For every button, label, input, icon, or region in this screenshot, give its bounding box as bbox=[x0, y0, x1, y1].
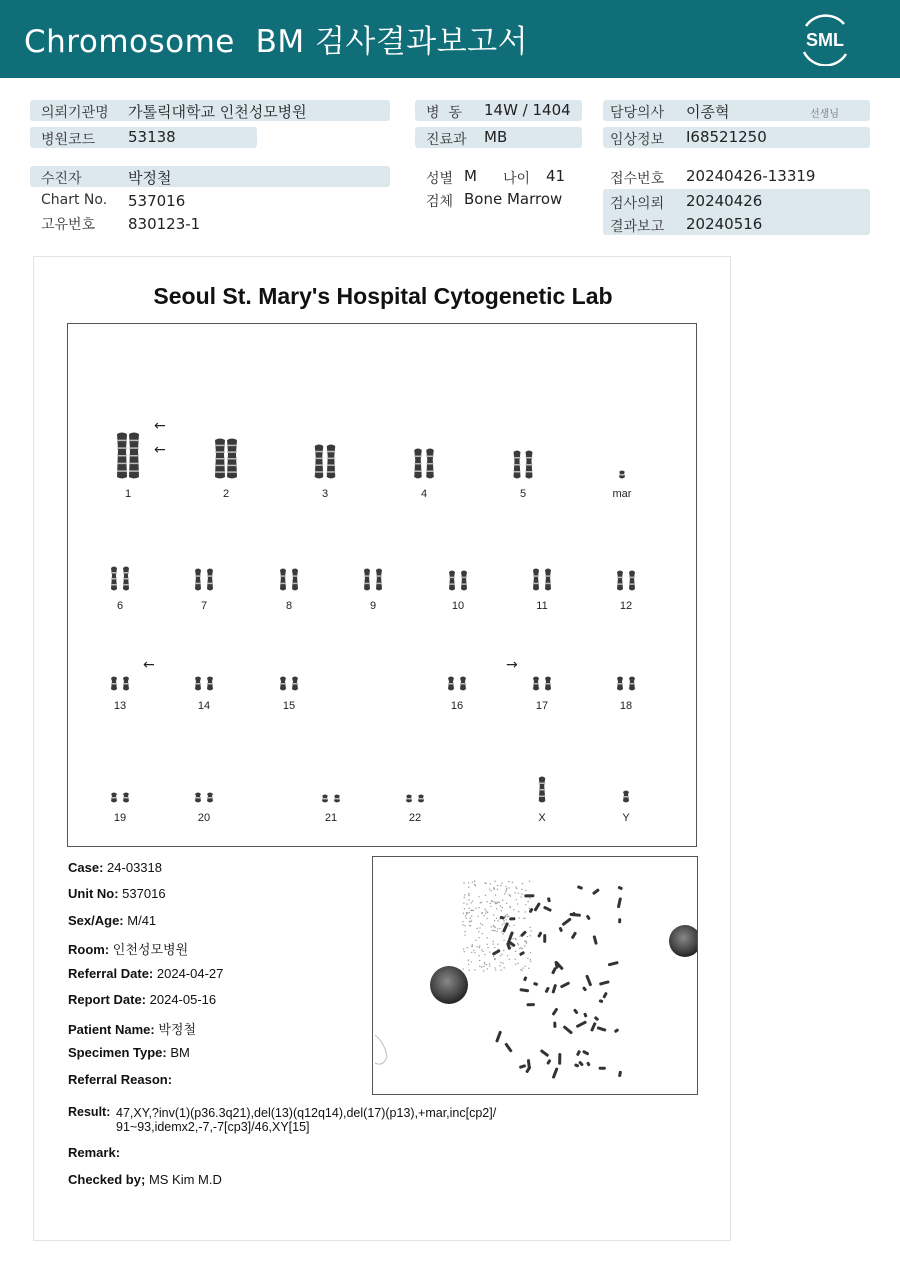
doctor-label: 담당의사 bbox=[610, 105, 665, 121]
metaphase-chromosome bbox=[597, 1026, 607, 1032]
metaphase-chromosome bbox=[553, 1022, 556, 1028]
metaphase-chromosome bbox=[558, 1053, 561, 1065]
metaphase-chromosome bbox=[519, 951, 525, 956]
metaphase-chromosome bbox=[602, 992, 608, 999]
arrow-left-icon: ← bbox=[154, 442, 166, 458]
metaphase-chromosome bbox=[523, 976, 528, 981]
chromosome bbox=[533, 569, 539, 591]
unit-value: 537016 bbox=[122, 886, 166, 901]
chromosome-label-19: 19 bbox=[113, 812, 127, 824]
chromosome-pair-Y bbox=[609, 746, 643, 806]
chromosome-label-9: 9 bbox=[369, 600, 377, 612]
chromosome-label-Y: Y bbox=[622, 812, 630, 824]
metaphase-chromosome bbox=[540, 1049, 550, 1057]
page-title: Chromosome BM 검사결과보고서 bbox=[24, 24, 529, 60]
metaphase-chromosome bbox=[537, 931, 543, 938]
request-value: 20240426 bbox=[686, 192, 763, 210]
chromosome-pair-21 bbox=[314, 746, 348, 806]
request-label: 검사의뢰 bbox=[610, 196, 665, 212]
referral-date-value: 2024-04-27 bbox=[156, 966, 224, 981]
institution-label: 의뢰기관명 bbox=[41, 105, 109, 121]
chromosome-label-18: 18 bbox=[619, 700, 633, 712]
metaphase-chromosome bbox=[502, 922, 509, 933]
unique-value: 830123-1 bbox=[128, 215, 201, 233]
sex-label: 성별 bbox=[426, 171, 454, 187]
metaphase-chromosome bbox=[545, 987, 550, 994]
result-line-1: 47,XY,?inv(1)(p36.3q21),del(13)(q12q14),del(17)(p13),+mar,inc[cp2]/ bbox=[116, 1106, 497, 1120]
chromosome bbox=[315, 445, 324, 479]
unique-label: 고유번호 bbox=[41, 217, 96, 233]
report-date-label: 결과보고 bbox=[610, 219, 665, 235]
metaphase-chromosome bbox=[574, 1063, 580, 1068]
chromosome-pair-19 bbox=[103, 746, 137, 806]
ward-value: 14W / 1404 bbox=[484, 101, 571, 119]
chart-value: 537016 bbox=[128, 192, 186, 210]
metaphase-chromosome bbox=[552, 1067, 559, 1079]
hospital-code-label: 병원코드 bbox=[41, 132, 96, 148]
metaphase-chromosome bbox=[533, 902, 541, 912]
chromosome-pair-14 bbox=[187, 634, 221, 694]
metaphase-chromosome bbox=[592, 888, 600, 895]
referral-reason-line: Referral Reason: bbox=[68, 1072, 173, 1087]
chromosome bbox=[376, 569, 382, 591]
arrow-right-icon: → bbox=[506, 657, 518, 673]
clinical-value: I68521250 bbox=[686, 128, 767, 146]
band-patient bbox=[30, 166, 390, 187]
metaphase-chromosome bbox=[594, 1016, 600, 1021]
metaphase-chromosome bbox=[519, 1064, 526, 1069]
chromosome-pair-5 bbox=[506, 422, 540, 482]
unit-line: Unit No: 537016 bbox=[68, 886, 166, 901]
dept-label: 진료과 bbox=[426, 132, 467, 148]
room-line: Room: 인천성모병원 bbox=[68, 942, 189, 957]
chromosome-label-12: 12 bbox=[619, 600, 633, 612]
chromosome bbox=[280, 569, 286, 591]
chromosome-label-3: 3 bbox=[321, 488, 329, 500]
specimen-label: 검체 bbox=[426, 194, 454, 210]
checked-value: MS Kim M.D bbox=[148, 1172, 222, 1187]
metaphase-chromosome bbox=[571, 931, 577, 939]
metaphase-chromosome bbox=[543, 934, 546, 943]
metaphase-chromosome bbox=[492, 949, 501, 956]
metaphase-chromosome bbox=[583, 1012, 587, 1017]
chart-label: Chart No. bbox=[41, 192, 108, 208]
cytogenetic-report bbox=[33, 256, 731, 1241]
report-date-info: 2024-05-16 bbox=[149, 992, 217, 1007]
metaphase-chromosome bbox=[617, 886, 623, 891]
checked-line: Checked by; MS Kim M.D bbox=[68, 1172, 222, 1187]
chromosome bbox=[449, 571, 455, 591]
receipt-label: 접수번호 bbox=[610, 171, 665, 187]
metaphase-chromosome bbox=[614, 1028, 620, 1033]
age-label: 나이 bbox=[503, 171, 531, 187]
chromosome-pair-X bbox=[525, 746, 559, 806]
metaphase-chromosome bbox=[590, 1022, 597, 1032]
chromosome-label-6: 6 bbox=[116, 600, 124, 612]
chromosome-pair-17 bbox=[525, 634, 559, 694]
metaphase-chromosome bbox=[558, 927, 563, 933]
chromosome-pair-3 bbox=[308, 422, 342, 482]
case-value: 24-03318 bbox=[107, 860, 162, 875]
chromosome bbox=[207, 569, 213, 591]
metaphase-chromosome bbox=[599, 980, 610, 986]
report-header bbox=[0, 0, 900, 78]
metaphase-chromosome bbox=[524, 894, 534, 897]
chromosome-pair-18 bbox=[609, 634, 643, 694]
room-value: 인천성모병원 bbox=[112, 942, 189, 957]
chromosome-pair-12 bbox=[609, 534, 643, 594]
chromosome-label-22: 22 bbox=[408, 812, 422, 824]
chromosome-pair-22 bbox=[398, 746, 432, 806]
patient-value: 박정철 bbox=[128, 169, 172, 187]
chromosome-pair-10 bbox=[441, 534, 475, 594]
logo-text: SML bbox=[806, 30, 844, 50]
chromosome-label-4: 4 bbox=[420, 488, 428, 500]
metaphase-chromosome bbox=[586, 1061, 591, 1066]
metaphase-chromosome bbox=[551, 1007, 558, 1015]
patient-label: 수진자 bbox=[41, 171, 82, 187]
specimen-type-value: BM bbox=[170, 1045, 190, 1060]
chromosome bbox=[629, 571, 635, 591]
metaphase-chromosome bbox=[573, 1008, 579, 1014]
chromosome-label-10: 10 bbox=[451, 600, 465, 612]
metaphase-chromosome bbox=[617, 897, 622, 908]
report-date-value: 20240516 bbox=[686, 215, 763, 233]
metaphase-chromosome bbox=[618, 918, 621, 923]
chromosome-label-1: 1 bbox=[124, 488, 132, 500]
chromosome-label-14: 14 bbox=[197, 700, 211, 712]
arrow-left-icon: ← bbox=[154, 418, 166, 434]
doctor-suffix: 선생님 bbox=[810, 109, 839, 120]
referral-date-line: Referral Date: 2024-04-27 bbox=[68, 966, 224, 981]
chromosome bbox=[617, 571, 623, 591]
specimen-type-line: Specimen Type: BM bbox=[68, 1045, 190, 1060]
case-line: Case: 24-03318 bbox=[68, 860, 162, 875]
chromosome bbox=[364, 569, 370, 591]
metaphase-chromosome bbox=[533, 982, 538, 986]
metaphase-chromosome bbox=[582, 1050, 589, 1056]
doctor-value: 이종혁 bbox=[686, 103, 730, 121]
chromosome bbox=[327, 445, 336, 479]
chromosome-label-11: 11 bbox=[536, 600, 548, 612]
chromosome-label-X: X bbox=[538, 812, 546, 824]
metaphase-chromosome bbox=[577, 885, 583, 890]
chromosome bbox=[545, 569, 551, 591]
ward-label: 병 동 bbox=[426, 105, 462, 121]
karyogram bbox=[67, 323, 697, 847]
hospital-code-value: 53138 bbox=[128, 128, 176, 146]
metaphase-chromosome bbox=[509, 917, 515, 920]
metaphase-chromosome bbox=[561, 917, 571, 926]
chromosome-label-13: 13 bbox=[113, 700, 127, 712]
sml-logo bbox=[796, 12, 854, 66]
chromosome-label-17: 17 bbox=[535, 700, 549, 712]
result-label: Result: bbox=[68, 1105, 111, 1119]
chromosome-pair-6 bbox=[103, 534, 137, 594]
chromosome-label-7: 7 bbox=[200, 600, 208, 612]
chromosome bbox=[461, 571, 467, 591]
nucleus bbox=[430, 966, 468, 1004]
dept-value: MB bbox=[484, 128, 508, 146]
metaphase-chromosome bbox=[586, 914, 591, 920]
chromosome-label-20: 20 bbox=[197, 812, 211, 824]
metaphase-chromosome bbox=[547, 897, 551, 902]
age-value: 41 bbox=[546, 167, 566, 185]
chromosome-pair-8 bbox=[272, 534, 306, 594]
result-line-2: 91~93,idemx2,-7,-7[cp3]/46,XY[15] bbox=[116, 1120, 310, 1134]
metaphase-chromosome bbox=[495, 1030, 502, 1042]
metaphase-chromosome bbox=[608, 961, 619, 966]
chromosome-label-mar: mar bbox=[612, 488, 632, 500]
specimen-value: Bone Marrow bbox=[464, 190, 563, 208]
chromosome-label-5: 5 bbox=[519, 488, 527, 500]
metaphase-chromosome bbox=[599, 999, 604, 1003]
chromosome-pair-20 bbox=[187, 746, 221, 806]
chromosome-pair-2 bbox=[209, 422, 243, 482]
chromosome-pair-1 bbox=[111, 422, 145, 482]
metaphase-chromosome bbox=[504, 1042, 513, 1052]
chromosome-pair-4 bbox=[407, 422, 441, 482]
chromosome bbox=[292, 569, 298, 591]
report-date-line: Report Date: 2024-05-16 bbox=[68, 992, 217, 1007]
metaphase-chromosome bbox=[546, 1059, 551, 1065]
metaphase-chromosome bbox=[560, 981, 570, 988]
chromosome-label-16: 16 bbox=[450, 700, 464, 712]
metaphase-chromosome bbox=[585, 975, 592, 987]
chromosome-pair-mar bbox=[605, 422, 639, 482]
institution-value: 가톨릭대학교 인천성모병원 bbox=[128, 103, 307, 121]
metaphase-chromosome bbox=[508, 931, 514, 941]
chromosome-pair-7 bbox=[187, 534, 221, 594]
report-title: Seoul St. Mary's Hospital Cytogenetic Lab bbox=[153, 283, 613, 309]
metaphase-chromosome bbox=[599, 1067, 606, 1070]
metaphase-chromosome bbox=[520, 930, 527, 937]
chromosome-pair-9 bbox=[356, 534, 390, 594]
metaphase-chromosome bbox=[551, 984, 557, 994]
arrow-left-icon: ← bbox=[143, 657, 155, 673]
metaphase-chromosome bbox=[525, 1066, 532, 1074]
metaphase-chromosome bbox=[576, 1050, 581, 1056]
chromosome-pair-15 bbox=[272, 634, 306, 694]
metaphase-chromosome bbox=[582, 986, 587, 992]
patient-name-line: Patient Name: 박정철 bbox=[68, 1022, 197, 1037]
chromosome-pair-11 bbox=[525, 534, 559, 594]
metaphase-spread bbox=[373, 857, 698, 1095]
nucleus bbox=[669, 925, 698, 957]
chromosome-pair-16 bbox=[440, 634, 474, 694]
metaphase-chromosome bbox=[563, 1025, 574, 1035]
metaphase-image bbox=[372, 856, 698, 1095]
chromosome-label-8: 8 bbox=[285, 600, 293, 612]
chromosome bbox=[195, 569, 201, 591]
chromosome-label-15: 15 bbox=[282, 700, 296, 712]
sexage-line: Sex/Age: M/41 bbox=[68, 913, 157, 928]
metaphase-chromosome bbox=[543, 906, 552, 912]
sexage-value: M/41 bbox=[127, 913, 157, 928]
remark-line: Remark: bbox=[68, 1145, 121, 1160]
chromosome-label-2: 2 bbox=[222, 488, 230, 500]
chromosome-label-21: 21 bbox=[324, 812, 338, 824]
patient-name-value: 박정철 bbox=[158, 1022, 197, 1037]
metaphase-chromosome bbox=[618, 1071, 622, 1078]
chromosome-pair-13 bbox=[103, 634, 137, 694]
metaphase-chromosome bbox=[526, 1003, 534, 1006]
receipt-value: 20240426-13319 bbox=[686, 167, 816, 185]
clinical-label: 임상정보 bbox=[610, 132, 665, 148]
metaphase-chromosome bbox=[519, 988, 529, 992]
sex-value: M bbox=[464, 167, 477, 185]
metaphase-chromosome bbox=[593, 935, 598, 945]
metaphase-chromosome bbox=[576, 1020, 587, 1028]
